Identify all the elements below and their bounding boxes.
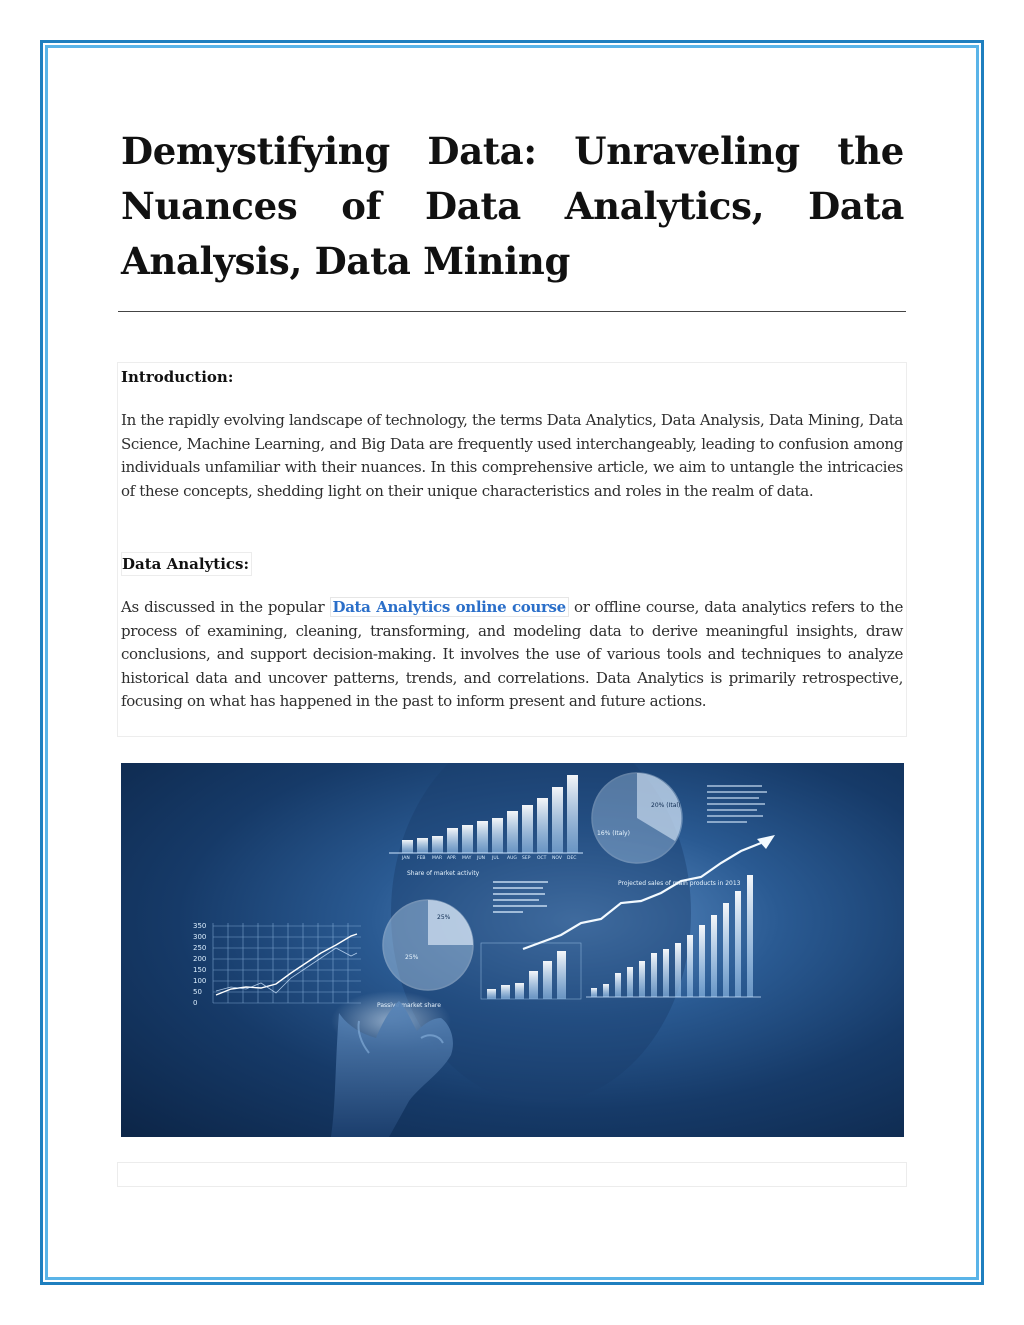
bar-nov xyxy=(552,787,563,853)
month-label-oct: OCT xyxy=(537,856,547,861)
y-tick-300: 300 xyxy=(193,933,207,941)
y-tick-150: 150 xyxy=(193,966,207,974)
y-tick-50: 50 xyxy=(193,988,202,996)
bar-oct xyxy=(537,798,548,853)
bar-dec xyxy=(567,775,578,853)
label-projected-sales: Projected sales of main products in 2013 xyxy=(618,880,741,887)
month-label-dec: DEC xyxy=(567,856,577,861)
month-label-jun: JUN xyxy=(477,856,485,861)
hero-image-analytics xyxy=(121,763,904,1137)
pie-label-16: 16% (Italy) xyxy=(597,830,630,837)
pie-label-25a: 25% xyxy=(437,914,451,921)
pie-label-20: 20% (Ital) xyxy=(651,802,681,809)
bar-sep xyxy=(522,805,533,853)
top-pie-chart xyxy=(592,773,682,863)
bar-apr xyxy=(447,828,458,853)
pie-label-25b: 25% xyxy=(405,954,419,961)
bar-feb xyxy=(417,838,428,853)
paragraph-text-before-link: As discussed in the popular xyxy=(121,598,330,616)
month-label-sep: SEP xyxy=(522,856,531,861)
bar-may xyxy=(462,825,473,853)
bar-jun xyxy=(477,821,488,853)
label-share-of-market: Share of market activity xyxy=(407,870,480,877)
bar-mar xyxy=(432,836,443,853)
hand-illustration xyxy=(331,991,453,1137)
month-label-jan: JAN xyxy=(402,856,410,861)
section-paragraph-introduction: In the rapidly evolving landscape of technology, the terms Data Analytics, Data Analysis, Data Mining, Data Science, Machine Learning, and Big Data are frequently used interchangeably, leading to confusion among individuals unfamiliar with their nuances. In this comprehensive article, we aim to untangle the intricacies of these concepts, shedding light on their unique characteristics and roles in the realm of data. xyxy=(121,411,903,500)
document-title: Demystifying Data: Unraveling the Nuances of Data Analytics, Data Analysis, Data Mining xyxy=(121,129,904,283)
top-right-text xyxy=(707,785,767,823)
bar-jan xyxy=(402,840,413,853)
month-label-nov: NOV xyxy=(552,856,562,861)
y-tick-200: 200 xyxy=(193,955,207,963)
month-label-feb: FEB xyxy=(417,856,426,861)
section-paragraph-data-analytics xyxy=(121,596,903,714)
month-label-jul: JUL xyxy=(492,856,500,861)
month-label-mar: MAR xyxy=(432,856,443,861)
bar-aug xyxy=(507,811,518,853)
month-label-aug: AUG xyxy=(507,856,517,861)
bar-jul xyxy=(492,818,503,853)
y-tick-100: 100 xyxy=(193,977,207,985)
data-analytics-course-link[interactable]: Data Analytics online course xyxy=(330,597,569,617)
left-line-chart xyxy=(193,922,361,1007)
y-tick-0: 0 xyxy=(193,999,198,1007)
title-divider xyxy=(118,311,906,312)
section-heading-introduction: Introduction: xyxy=(121,368,234,386)
y-tick-250: 250 xyxy=(193,944,207,952)
empty-content-frame xyxy=(117,1162,907,1187)
month-label-apr: APR xyxy=(447,856,456,861)
hero-illustration xyxy=(121,763,904,1137)
y-tick-350: 350 xyxy=(193,922,207,930)
section-heading-data-analytics: Data Analytics: xyxy=(121,552,252,576)
paragraph-text-after-link: or offline course, data analytics refers to the process of examining, cleaning, transforming, and modeling data to derive meaningful insights, draw conclusions, and support decision-making. It involves the use of various tools and techniques to analyze historical data and uncover patterns, trends, and correlations. Data Analytics is primarily retrospective, focusing on what has happened in the past to inform present and future actions. xyxy=(121,598,903,711)
month-label-may: MAY xyxy=(462,856,472,861)
